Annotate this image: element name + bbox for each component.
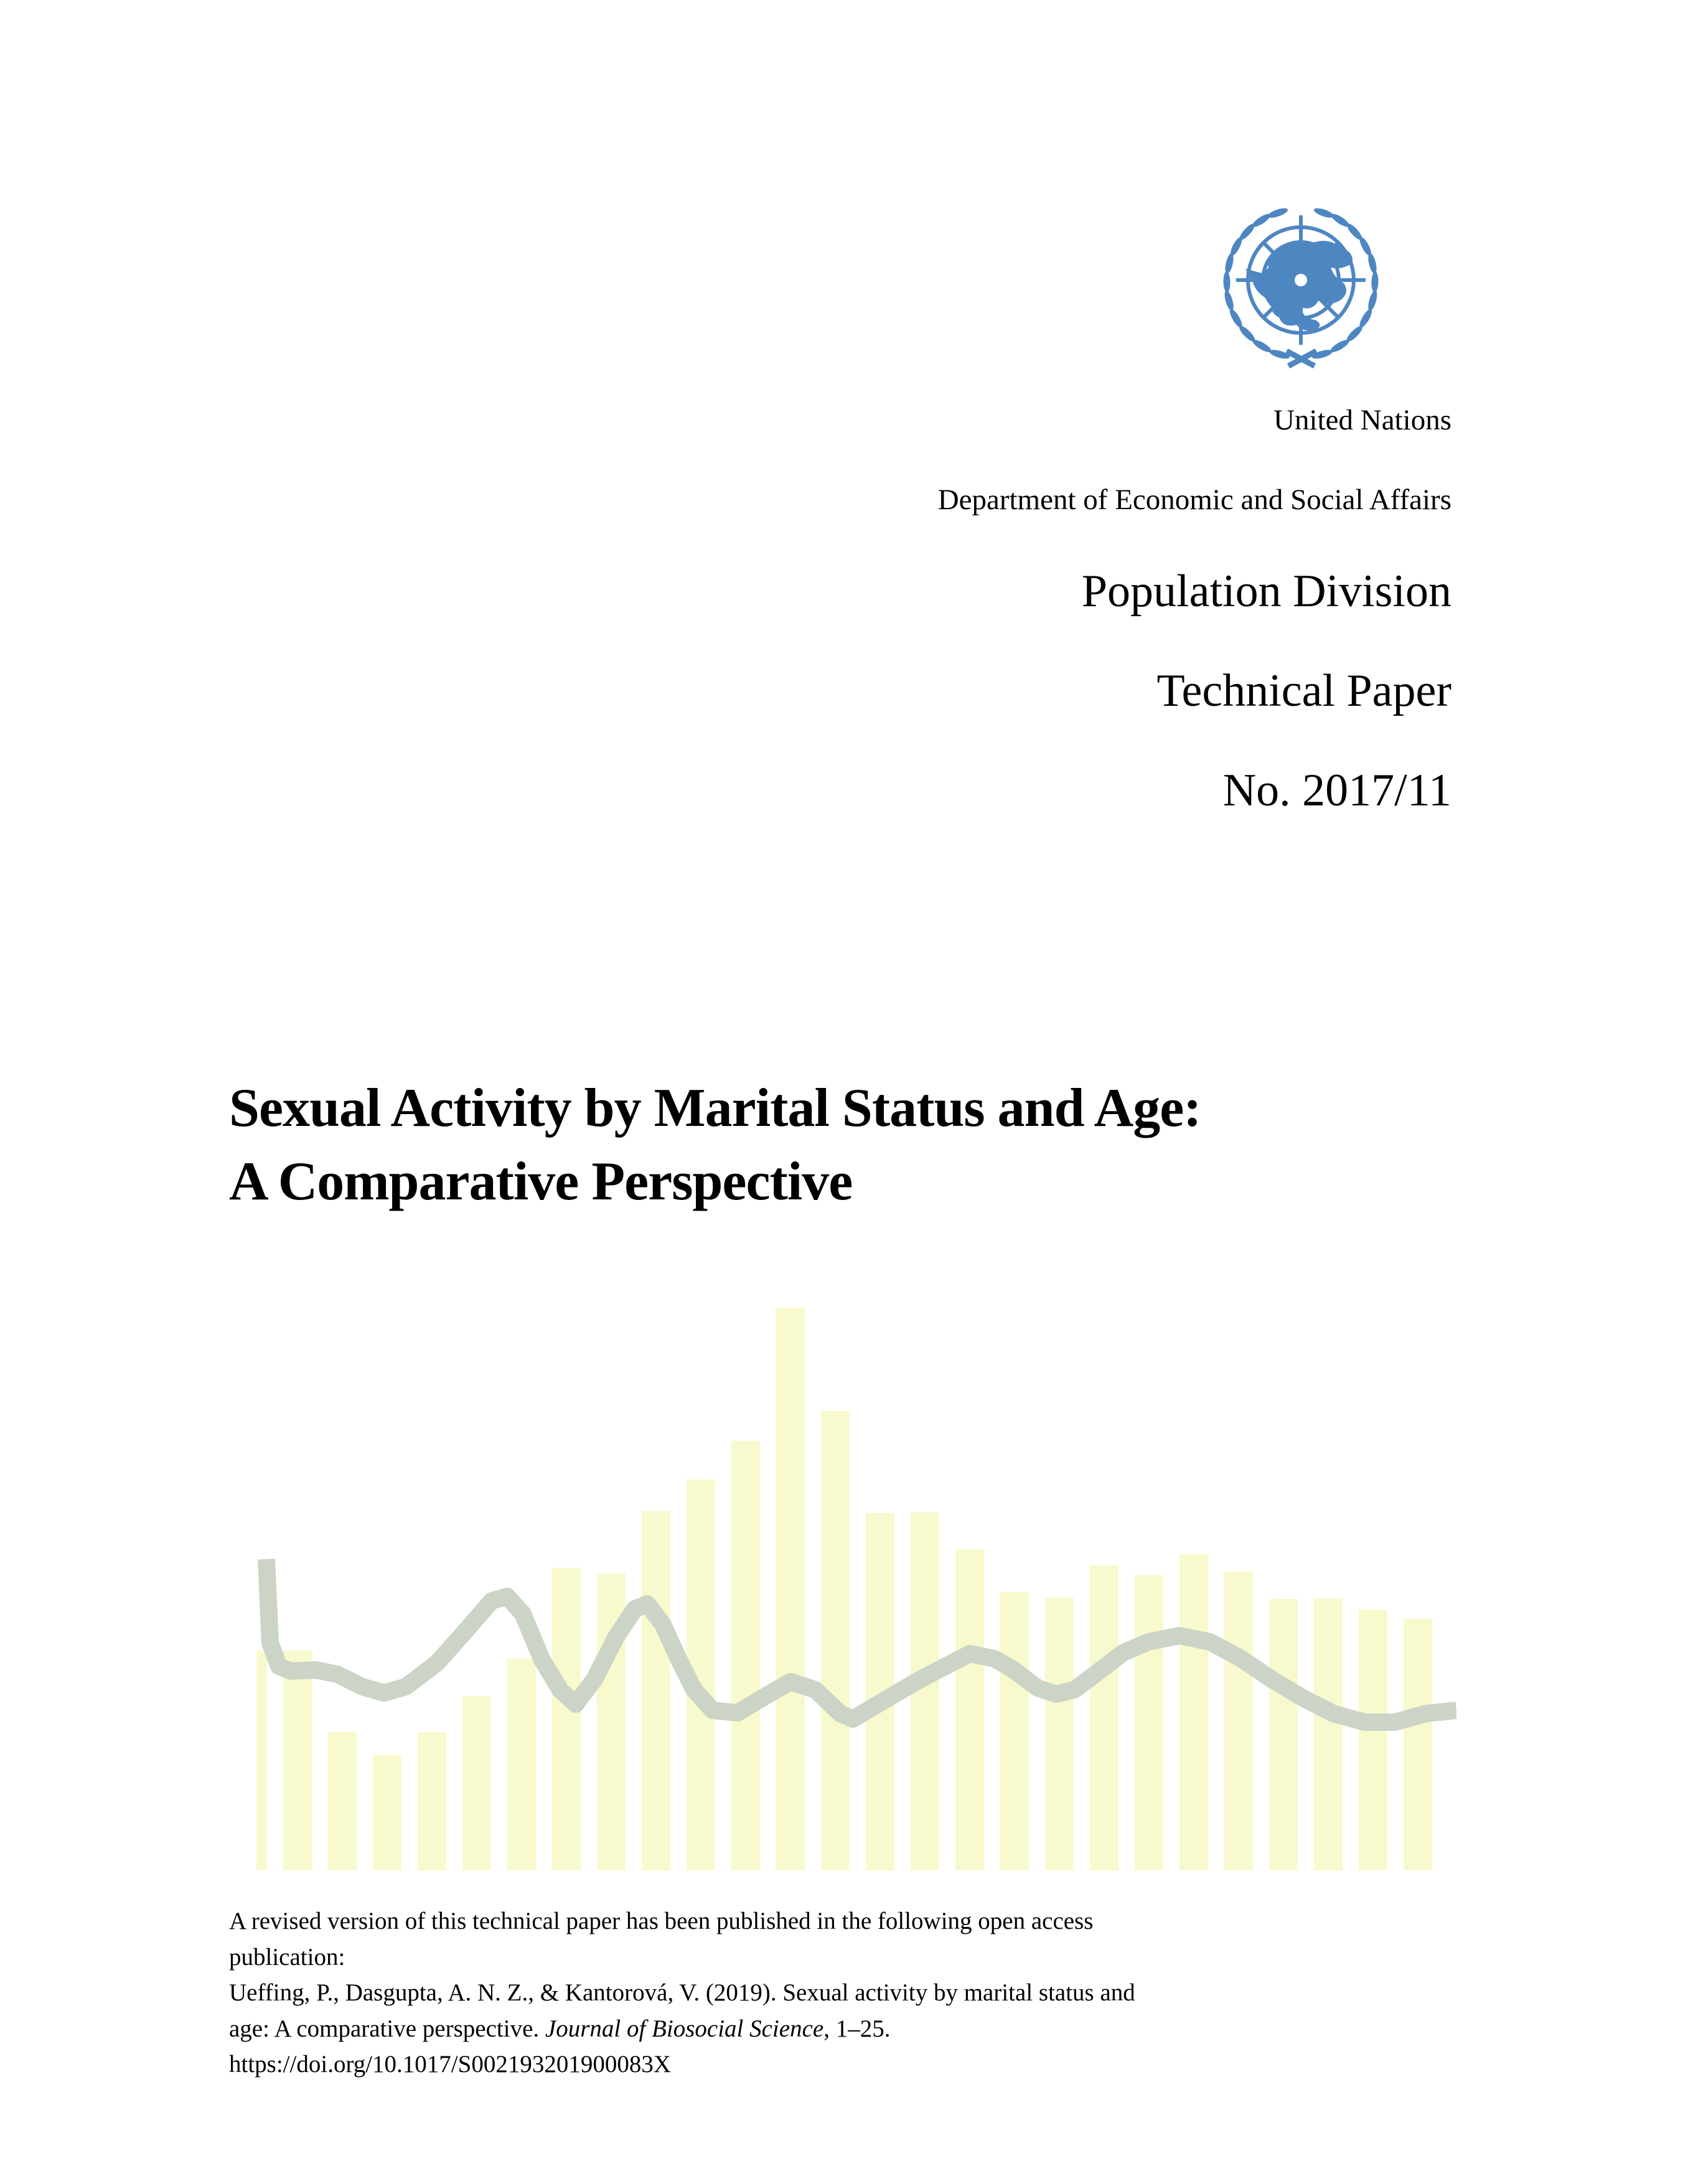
chart-bar bbox=[1224, 1572, 1253, 1870]
chart-bar bbox=[328, 1732, 357, 1870]
laurel-leaf bbox=[1371, 271, 1379, 293]
org-name: United Nations bbox=[1273, 404, 1451, 436]
chart-bar bbox=[256, 1651, 267, 1870]
paper-title bbox=[229, 1072, 1201, 1219]
citation-line-1: Ueffing, P., Dasgupta, A. N. Z., & Kantorová, V. (2019). Sexual activity by marital status and bbox=[229, 1979, 1135, 2006]
doc-number: No. 2017/11 bbox=[1222, 765, 1451, 816]
chart-bar bbox=[642, 1511, 670, 1870]
chart-bar bbox=[821, 1411, 850, 1870]
wreath-stems bbox=[1287, 351, 1316, 366]
chart-bar bbox=[955, 1549, 984, 1870]
citation-line-2-prefix: age: A comparative perspective. bbox=[229, 2015, 545, 2042]
chart-bar bbox=[1314, 1598, 1343, 1870]
laurel-leaf bbox=[1366, 289, 1379, 312]
chart-bar bbox=[1135, 1575, 1163, 1870]
chart-bar bbox=[1179, 1554, 1208, 1870]
laurel-leaf bbox=[1267, 206, 1289, 219]
laurel-leaf bbox=[1224, 253, 1235, 275]
chart-bar bbox=[1359, 1610, 1387, 1870]
chart-bar bbox=[507, 1659, 536, 1870]
chart-bar bbox=[1269, 1599, 1298, 1870]
division-name: Population Division bbox=[1081, 566, 1451, 617]
chart-bar bbox=[462, 1696, 491, 1870]
title-line-1: Sexual Activity by Marital Status and Age: bbox=[229, 1078, 1201, 1138]
laurel-leaf bbox=[1223, 271, 1231, 293]
title-line-2: A Comparative Perspective bbox=[229, 1151, 853, 1212]
chart-bars bbox=[256, 1308, 1432, 1870]
laurel-leaf bbox=[1357, 307, 1374, 329]
chart-bar bbox=[418, 1732, 446, 1870]
footer-citation bbox=[229, 1903, 1237, 2083]
chart-bar bbox=[1090, 1565, 1118, 1870]
globe-center bbox=[1293, 272, 1309, 288]
footer-note-line-1: A revised version of this technical paper has been published in the following open access bbox=[229, 1908, 1094, 1934]
laurel-leaf bbox=[1227, 307, 1244, 329]
citation-line-2-suffix: , 1–25. bbox=[823, 2015, 891, 2042]
laurel-leaf bbox=[1223, 289, 1236, 312]
un-emblem bbox=[1209, 200, 1392, 381]
chart-bar bbox=[552, 1568, 581, 1870]
chart-bar bbox=[731, 1441, 760, 1870]
cover-chart bbox=[256, 1285, 1456, 1870]
laurel-leaf bbox=[1367, 253, 1378, 275]
chart-bar bbox=[776, 1308, 805, 1870]
chart-bar bbox=[1000, 1592, 1029, 1870]
doi-link[interactable]: https://doi.org/10.1017/S002193201900083X bbox=[229, 2051, 671, 2078]
laurel-leaf bbox=[1313, 206, 1335, 219]
chart-bar bbox=[1045, 1598, 1074, 1870]
footer-note-line-2: publication: bbox=[229, 1943, 345, 1971]
chart-bar bbox=[283, 1651, 312, 1870]
department-name: Department of Economic and Social Affairs bbox=[937, 484, 1451, 516]
doc-type: Technical Paper bbox=[1156, 665, 1451, 716]
citation-line-2 bbox=[229, 2011, 1237, 2047]
chart-bar bbox=[1404, 1619, 1432, 1870]
chart-bar bbox=[373, 1755, 401, 1870]
citation-journal-italic: Journal of Biosocial Science bbox=[545, 2015, 824, 2042]
